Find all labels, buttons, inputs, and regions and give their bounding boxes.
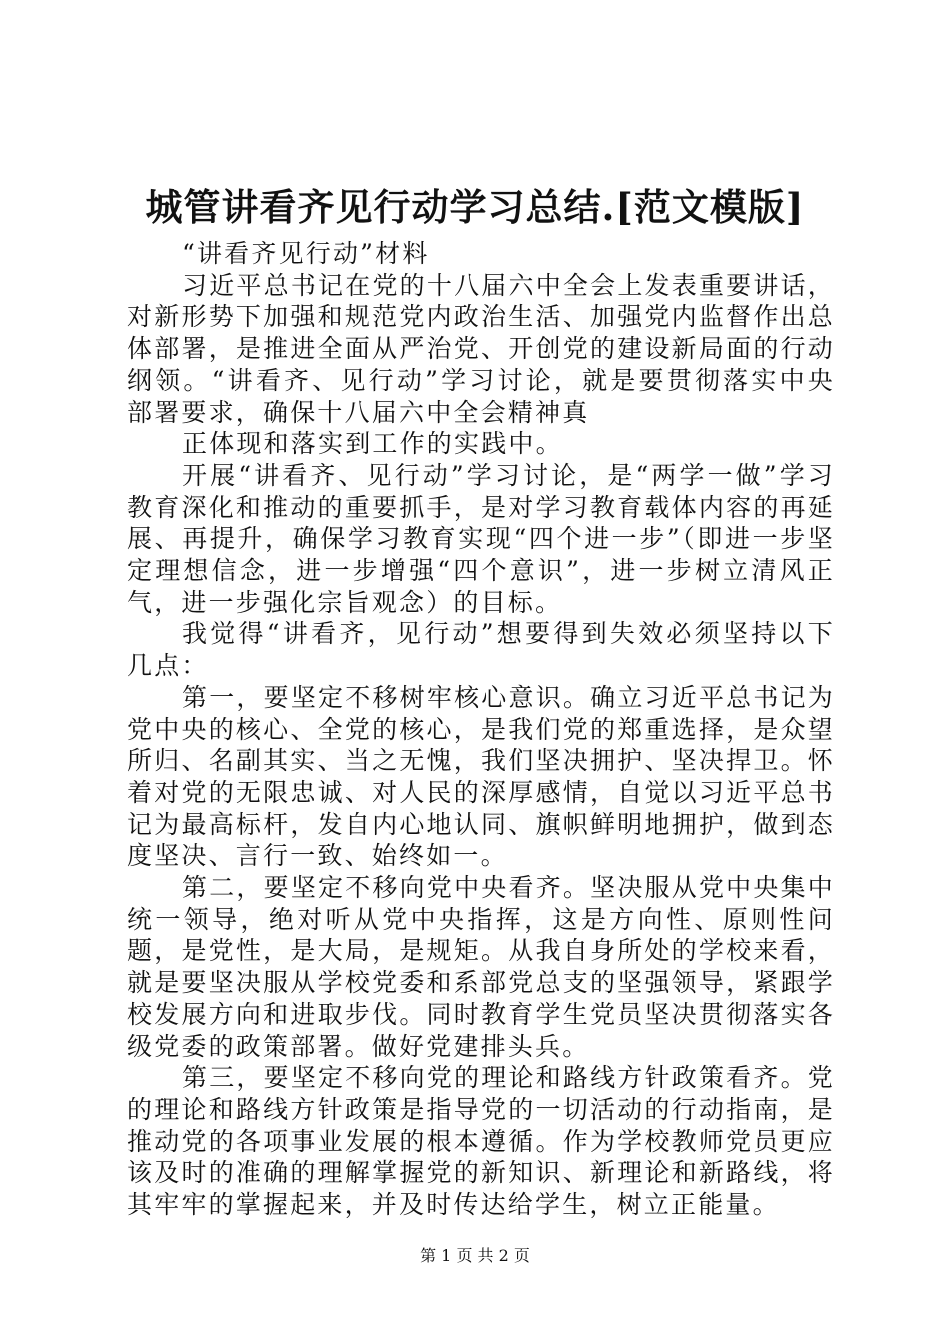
body-paragraph: 开展“讲看齐、见行动”学习讨论，是“两学一做”学习教育深化和推动的重要抓手，是对学习教育载体内容的再延展、再提升，确保学习教育实现“四个进一步”（即进一步坚定理想信念，进一步增强“四个意识”，进一步树立清风正气，进一步强化宗旨观念）的目标。 [127,460,835,617]
body-paragraph: 第三，要坚定不移向党的理论和路线方针政策看齐。党的理论和路线方针政策是指导党的一切活动的行动指南，是推动党的各项事业发展的根本遵循。作为学校教师党员更应该及时的准确的理解掌握党的新知识、新理论和新路线，将其牢牢的掌握起来，并及时传达给学生，树立正能量。 [127,1063,835,1220]
body-paragraph: 我觉得“讲看齐，见行动”想要得到失效必须坚持以下几点： [127,619,835,681]
document-body [127,238,835,1221]
subtitle-paragraph: “讲看齐见行动”材料 [182,239,430,268]
body-paragraph: 习近平总书记在党的十八届六中全会上发表重要讲话，对新形势下加强和规范党内政治生活、加强党内监督作出总体部署，是推进全面从严治党、开创党的建设新局面的行动纲领。“讲看齐、见行动”学习讨论，就是要贯彻落实中央部署要求，确保十八届六中全会精神真 [127,270,835,427]
body-paragraph: 第二，要坚定不移向党中央看齐。坚决服从党中央集中统一领导，绝对听从党中央指挥，这是方向性、原则性问题，是党性，是大局，是规矩。从我自身所处的学校来看，就是要坚决服从学校党委和系部党总支的坚强领导，紧跟学校发展方向和进取步伐。同时教育学生党员坚决贯彻落实各级党委的政策部署。做好党建排头兵。 [127,873,835,1061]
document-title: 城管讲看齐见行动学习总结.[范文模版] [145,185,805,229]
body-paragraph: 正体现和落实到工作的实践中。 [182,429,563,459]
page-number-footer: 第 1 页 共 2 页 [420,1246,530,1265]
body-paragraph: 第一，要坚定不移树牢核心意识。确立习近平总书记为党中央的核心、全党的核心，是我们党的郑重选择，是众望所归、名副其实、当之无愧，我们坚决拥护、坚决捍卫。怀着对党的无限忠诚、对人民的深厚感情，自觉以习近平总书记为最高标杆，发自内心地认同、旗帜鲜明地拥护，做到态度坚决、言行一致、始终如一。 [127,682,835,871]
